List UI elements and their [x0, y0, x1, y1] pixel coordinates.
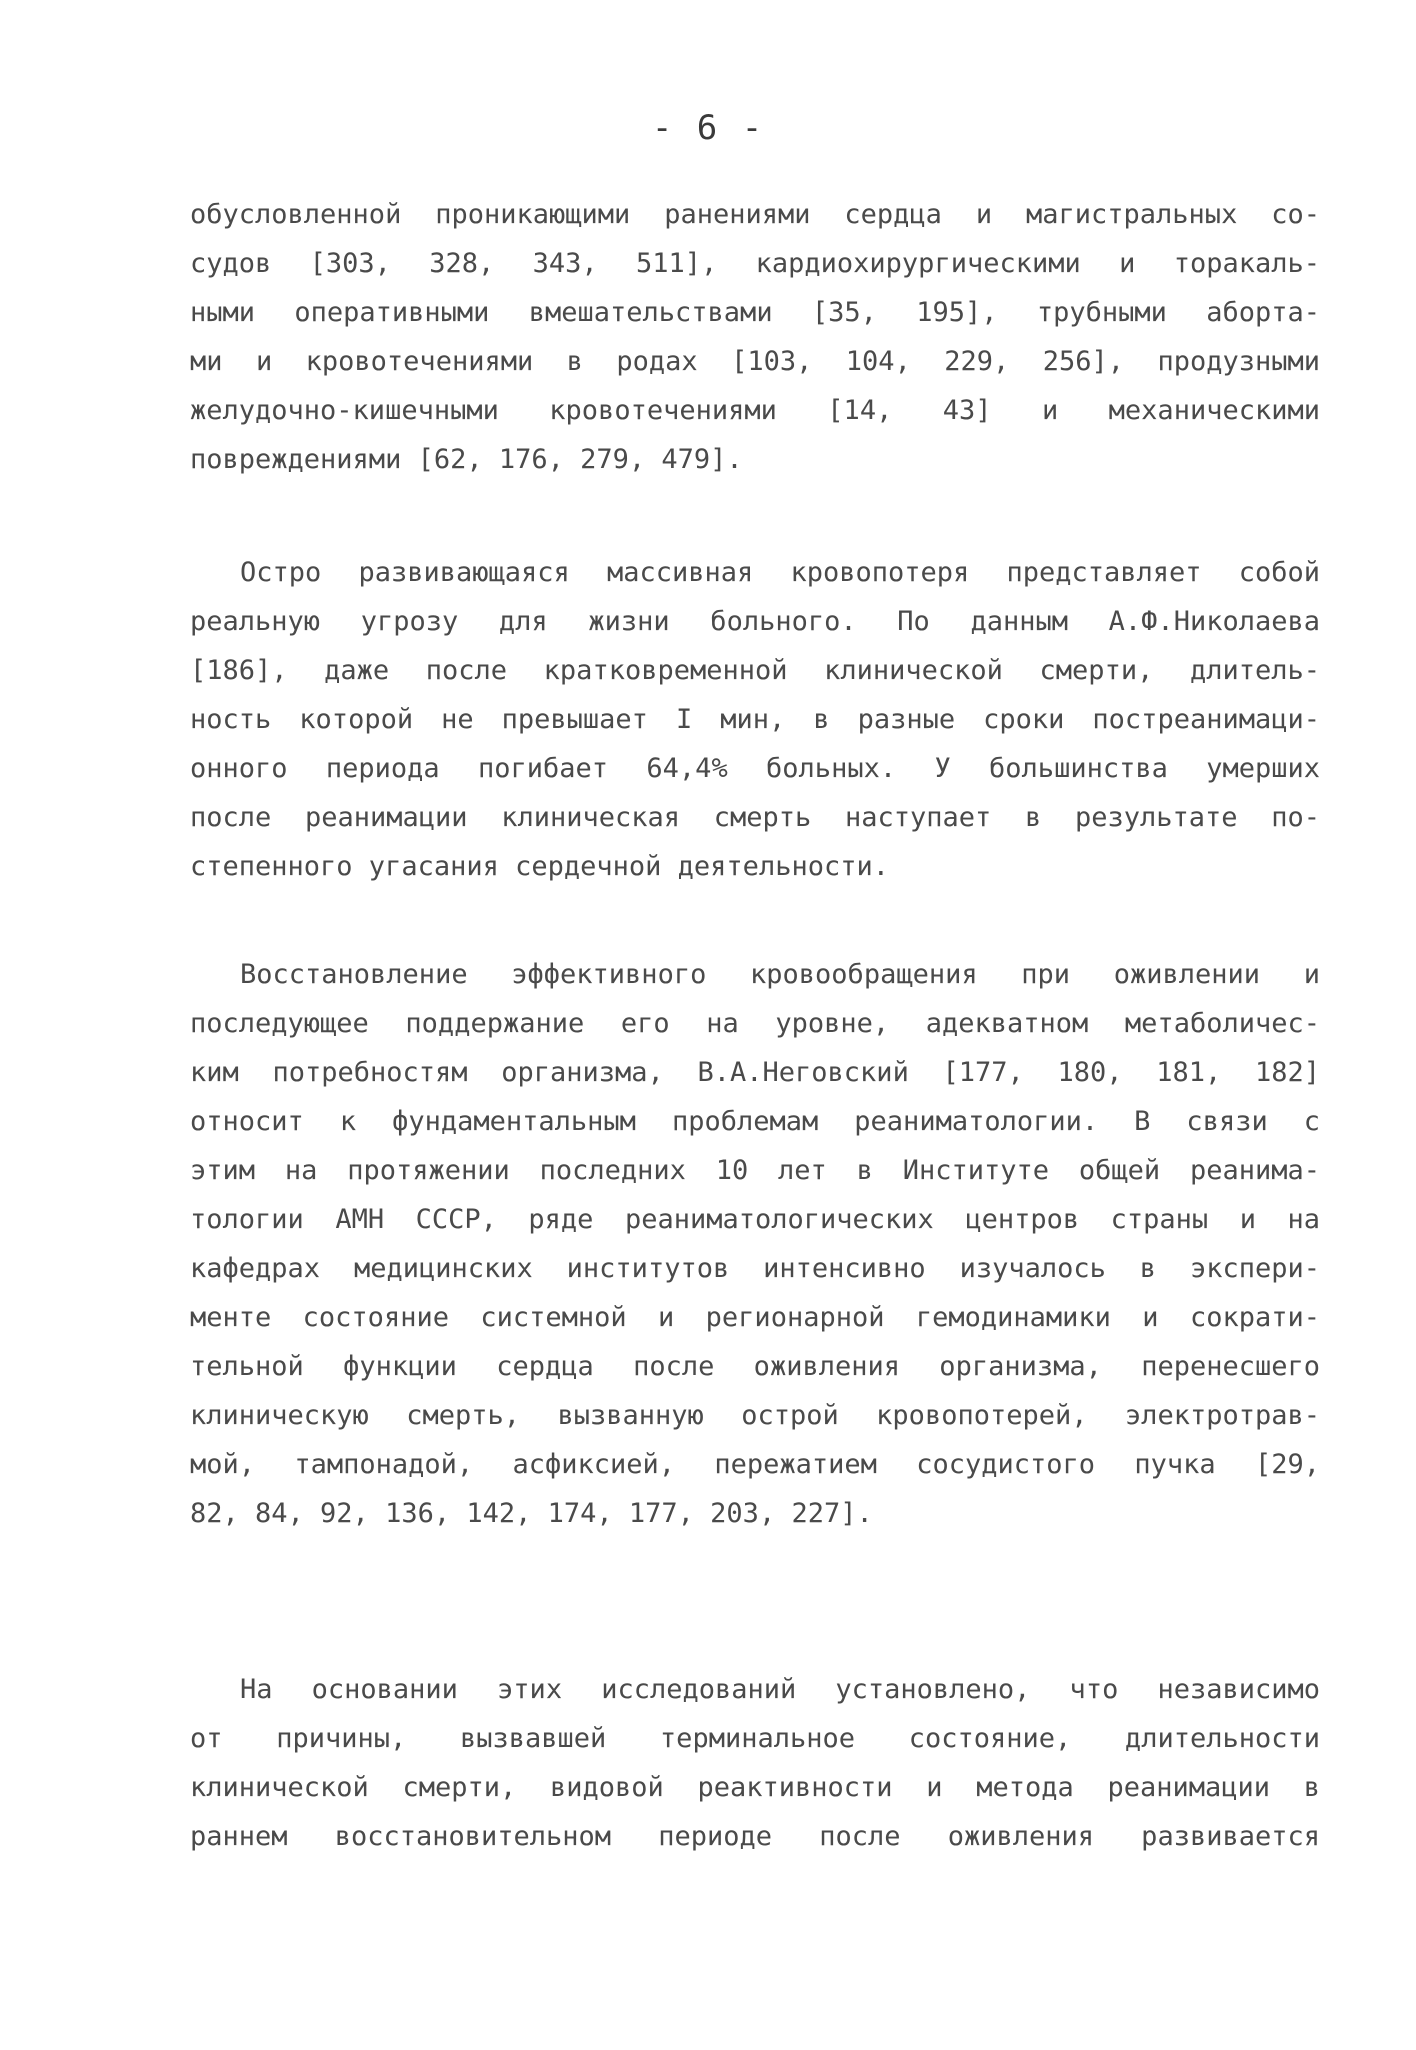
paragraph-2	[190, 548, 1320, 891]
text-line: ми и кровотечениями в родах [103, 104, 229, 256], продузными	[190, 346, 1320, 377]
text-line: онного периода погибает 64,4% больных. У большинства умерших	[190, 753, 1320, 784]
text-line: последующее поддержание его на уровне, адекватном метаболичес-	[190, 1008, 1320, 1039]
paragraph-1	[190, 190, 1320, 484]
text-line: относит к фундаментальным проблемам реаниматологии. В связи с	[190, 1106, 1320, 1137]
text-line: повреждениями [62, 176, 279, 479].	[190, 444, 743, 475]
text-line: после реанимации клиническая смерть наступает в результате по-	[190, 802, 1320, 833]
text-line: Восстановление эффективного кровообращения при оживлении и	[240, 959, 1320, 990]
text-line: реальную угрозу для жизни больного. По данным А.Ф.Николаева	[190, 606, 1320, 637]
text-line: раннем восстановительном периоде после оживления развивается	[190, 1821, 1320, 1852]
text-line: ными оперативными вмешательствами [35, 195], трубными абортa-	[190, 297, 1320, 328]
paragraph-3	[190, 950, 1320, 1538]
text-line: тологии АМН СССР, ряде реаниматологических центров страны и на	[190, 1204, 1320, 1235]
text-line: желудочно-кишечными кровотечениями [14, 43] и механическими	[190, 395, 1320, 426]
text-line: клиническую смерть, вызванную острой кровопотерей, электротрав-	[190, 1400, 1320, 1431]
text-line: На основании этих исследований установлено, что независимо	[240, 1674, 1320, 1705]
text-line: судов [303, 328, 343, 511], кардиохирургическими и торакаль-	[190, 248, 1320, 279]
paragraph-4	[190, 1665, 1320, 1861]
text-line: менте состояние системной и регионарной гемодинамики и сократи-	[190, 1302, 1320, 1333]
text-line: мой, тампонадой, асфиксией, пережатием сосудистого пучка [29,	[190, 1449, 1320, 1480]
text-line: степенного угасания сердечной деятельности.	[190, 851, 889, 882]
text-line: кафедрах медицинских институтов интенсивно изучалось в экспери-	[190, 1253, 1320, 1284]
text-line: Остро развивающаяся массивная кровопотеря представляет собой	[240, 557, 1320, 588]
text-line: [186], даже после кратковременной клинической смерти, длитель-	[190, 655, 1320, 686]
text-line: от причины, вызвавшей терминальное состояние, длительности	[190, 1723, 1320, 1754]
text-line: 82, 84, 92, 136, 142, 174, 177, 203, 227].	[190, 1498, 873, 1529]
page-number: - 6 -	[651, 108, 765, 148]
text-line: клинической смерти, видовой реактивности и метода реанимации в	[190, 1772, 1320, 1803]
text-line: ким потребностям организма, В.А.Неговский [177, 180, 181, 182]	[190, 1057, 1320, 1088]
text-line: обусловленной проникающими ранениями сердца и магистральных со-	[190, 199, 1320, 230]
text-line: тельной функции сердца после оживления организма, перенесшего	[190, 1351, 1320, 1382]
text-line: ность которой не превышает I мин, в разные сроки постреанимаци-	[190, 704, 1320, 735]
text-line: этим на протяжении последних 10 лет в Институте общей реанима-	[190, 1155, 1320, 1186]
